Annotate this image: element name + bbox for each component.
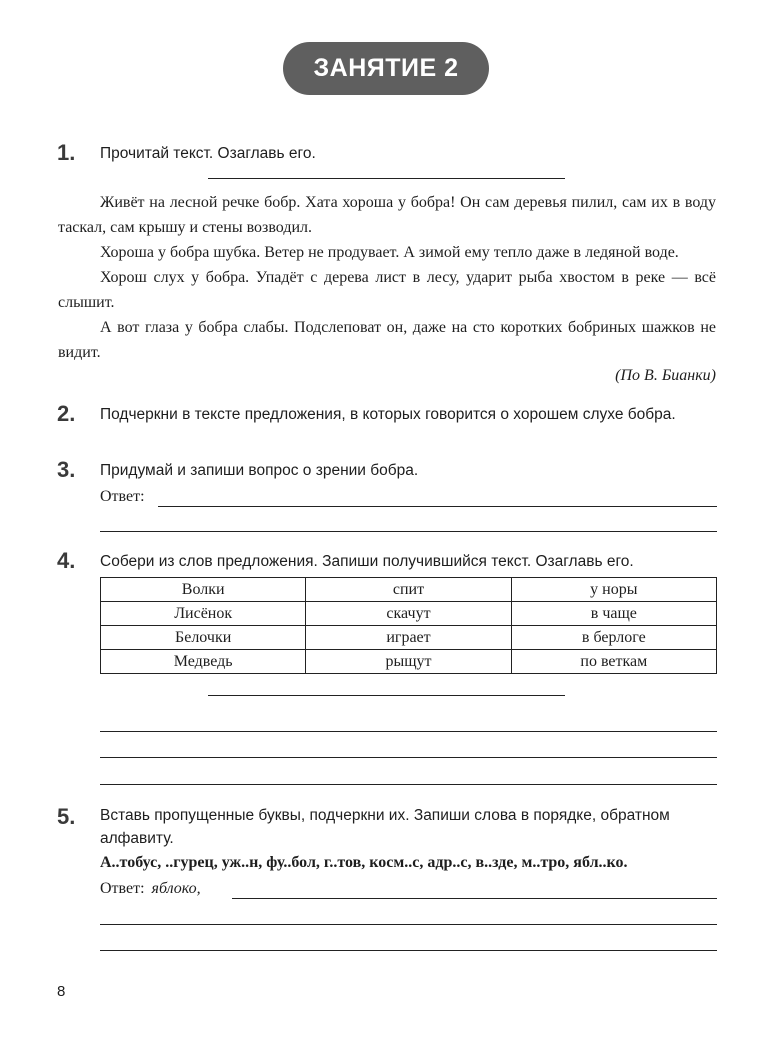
table-cell: Медведь	[101, 650, 306, 674]
answer-line[interactable]	[100, 531, 717, 532]
table-cell: по веткам	[511, 650, 716, 674]
task-3-instruction: Придумай и запиши вопрос о зрении бобра.	[100, 462, 419, 479]
answer-line[interactable]	[232, 898, 717, 899]
story-author: (По В. Бианки)	[615, 367, 716, 384]
table-row	[101, 626, 717, 650]
lesson-title-text: ЗАНЯТИЕ 2	[313, 54, 459, 82]
answer-line[interactable]	[100, 731, 717, 732]
task-5-instruction: Вставь пропущенные буквы, подчеркни их. Запиши слова в порядке, обратном алфавиту.	[100, 807, 670, 847]
answer-line[interactable]	[100, 950, 717, 951]
table-cell: играет	[306, 626, 511, 650]
table-cell: у норы	[511, 578, 716, 602]
answer-line[interactable]	[158, 506, 717, 507]
table-cell: Белочки	[101, 626, 306, 650]
table-cell: Лисёнок	[101, 602, 306, 626]
lesson-title	[283, 42, 489, 95]
task-2-instruction: Подчеркни в тексте предложения, в которых говорится о хорошем слухе бобра.	[100, 406, 676, 423]
story-paragraph: Хорош слух у бобра. Упадёт с дерева лист в лесу, ударит рыба хвостом в реке — всё слышит.	[58, 269, 716, 311]
task-3-number: 3.	[57, 457, 76, 482]
task-3-answer-label: Ответ:	[100, 488, 145, 505]
story-text	[58, 190, 716, 365]
page-number: 8	[57, 983, 66, 1000]
table-cell: скачут	[306, 602, 511, 626]
task-2-number: 2.	[57, 401, 76, 426]
task-4-number: 4.	[57, 548, 76, 573]
task-5-answer	[100, 880, 201, 898]
task-1-number: 1.	[57, 140, 76, 165]
story-paragraph: Хороша у бобра шубка. Ветер не продувает. А зимой ему тепло даже в ледяной воде.	[100, 244, 679, 261]
task-5-number: 5.	[57, 804, 76, 829]
story-paragraph: А вот глаза у бобра слабы. Подслеповат он, даже на сто коротких бобриных шажков не видит.	[58, 319, 716, 361]
table-row	[101, 578, 717, 602]
words-table	[100, 577, 717, 674]
table-cell: в берлоге	[511, 626, 716, 650]
task-5-answer-label: Ответ:	[100, 880, 145, 897]
answer-line[interactable]	[100, 924, 717, 925]
table-cell: спит	[306, 578, 511, 602]
table-cell: Волки	[101, 578, 306, 602]
table-cell: в чаще	[511, 602, 716, 626]
story-paragraph: Живёт на лесной речке бобр. Хата хороша у бобра! Он сам деревья пилил, сам их в воду таскал, сам крышу и стены возводил.	[58, 194, 716, 236]
table-cell: рыщут	[306, 650, 511, 674]
example-answer: яблоко,	[151, 880, 201, 897]
missing-letters-words: А..тобус, ..гурец, уж..н, фу..бол, г..тов, косм..с, адр..с, в..зде, м..тро, ябл..ко.	[100, 854, 628, 871]
table-row	[101, 602, 717, 626]
answer-line[interactable]	[100, 757, 717, 758]
task-4-instruction: Собери из слов предложения. Запиши получившийся текст. Озаглавь его.	[100, 553, 634, 570]
task-1-instruction: Прочитай текст. Озаглавь его.	[100, 145, 316, 162]
table-row	[101, 650, 717, 674]
answer-line[interactable]	[100, 784, 717, 785]
title-answer-line[interactable]	[208, 178, 565, 179]
title-answer-line[interactable]	[208, 695, 565, 696]
